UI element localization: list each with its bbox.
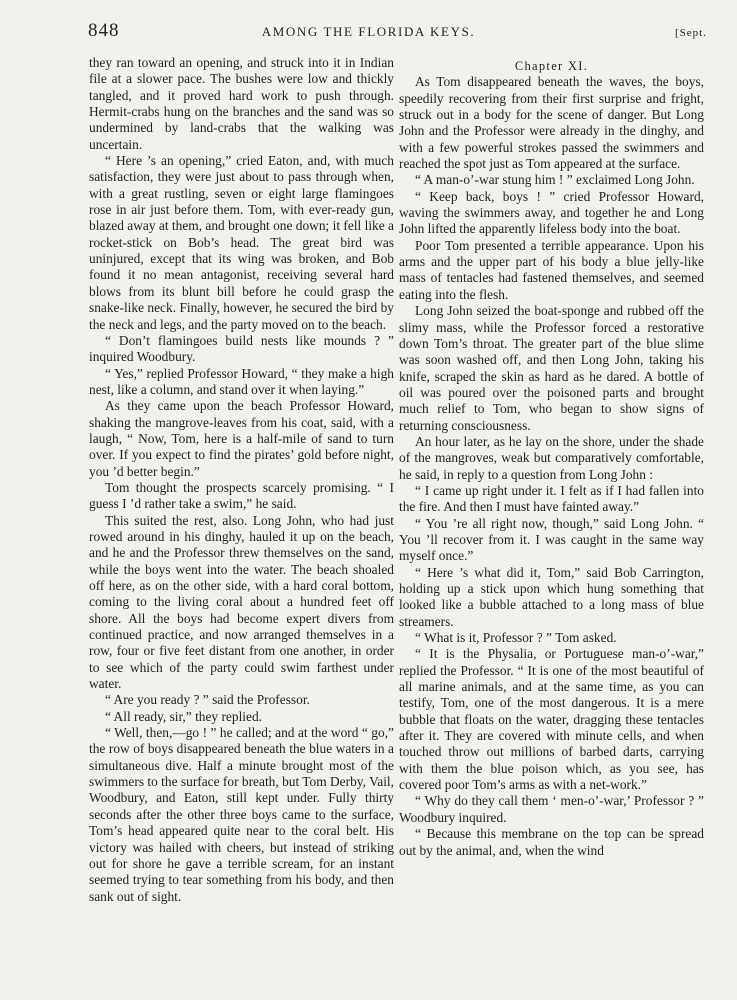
paragraph: “ I came up right under it. I felt as if I had fallen into the fire. And then I must have fainted away.” — [399, 482, 704, 515]
left-column — [89, 55, 394, 905]
paragraph: “ Keep back, boys ! ” cried Professor Howard, waving the swimmers away, and together he and Long John lifted the apparently lifeless body into the boat. — [399, 188, 704, 237]
paragraph: “ Here ’s what did it, Tom,” said Bob Carrington, holding up a stick upon which hung something that looked like a bubble attached to a long mass of blue streamers. — [399, 564, 704, 629]
paragraph: “ Because this membrane on the top can be spread out by the animal, and, when the wind — [399, 826, 704, 858]
paragraph: “ Here ’s an opening,” cried Eaton, and, with much satisfaction, they were just about to pass through when, with a great rustling, seven or eight large flamingoes rose in air just before them. Tom, with ever-ready gun, blazed away at them, and brought one down; it fell like a rocket-stick on Bob’s head. The great bird was uninjured, except that its wing was broken, and Bob found it no mean antagonist, receiving several hard blows from its blunt bill before he could grasp the snake-like neck. Finally, however, he secured the bird by the neck and legs, and the party moved on to the beach. — [89, 153, 394, 332]
paragraph: An hour later, as he lay on the shore, under the shade of the mangroves, weak but comparatively comfortable, he said, in reply to a question from Long John : — [399, 433, 704, 482]
paragraph: “ All ready, sir,” they replied. — [105, 708, 262, 724]
chapter-heading: Chapter XI. — [514, 59, 589, 73]
paragraph: This suited the rest, also. Long John, who had just rowed around in his dinghy, hauled it up on the beach, and he and the Professor threw themselves on the sand, while the boys went into the water. The beach shoaled off here, as on the other side, with a hard coral bottom, coming to the living coral about a hundred feet off shore. All the boys had become expert divers from continued practice, and now arranged themselves in a row, four or five feet distant from one another, in order to see which of the party could swim farthest under water. — [89, 512, 394, 692]
paragraph: Long John seized the boat-sponge and rubbed off the slimy mass, while the Professor forced a restorative down Tom’s throat. The greater part of the blue slime was soon washed off, and then Long John, taking his knife, scraped the skin as hard as he dared. A bottle of oil was poured over the poisoned parts and brought much relief to Tom, who began to show signs of returning consciousness. — [399, 303, 704, 433]
paragraph: “ Well, then,—go ! ” he called; and at the word “ go,” the row of boys disappeared beneath the blue waters in a simultaneous dive. Half a minute brought most of the swimmers to the surface for breath, but Tom Derby, Vail, Woodbury, and Eaton, still kept under. Fully thirty seconds after the other three boys came to the surface, Tom’s head appeared quite near to the coral belt. His victory was hailed with cheers, but instead of striking out for shore he gave a terrible scream, for an instant seemed trying to tear something from his body, and then sank out of sight. — [89, 725, 394, 904]
paragraph: “ Don’t flamingoes build nests like mounds ? ” inquired Woodbury. — [89, 332, 394, 365]
running-title: AMONG THE FLORIDA KEYS. — [261, 24, 476, 39]
right-column — [399, 58, 704, 859]
paragraph: As they came upon the beach Professor Howard, shaking the mangrove-leaves from his coat, said, with a laugh, “ Now, Tom, here is a half-mile of sand to turn over. If you expect to find the pirates’ gold before night, you ’d better begin.” — [89, 398, 394, 479]
paragraph: “ Why do they call them ‘ men-o’-war,’ Professor ? ” Woodbury inquired. — [399, 793, 704, 825]
paragraph: “ It is the Physalia, or Portuguese man-o’-war,” replied the Professor. “ It is one of the most beautiful of all marine animals, and at the same time, as you can testify, Tom, one of the most dangerous. It is a mere bubble that floats on the water, dragging these tentacles after it. They are covered with minute cells, and when touched throw out millions of barbed darts, carrying with them the blue poison which, as you see, has covered poor Tom’s arms as with a net-work.” — [399, 646, 704, 793]
page-header — [0, 20, 737, 46]
paragraph: As Tom disappeared beneath the waves, the boys, speedily recovering from their first surprise and fright, struck out in a body for the scene of danger. But Long John and the Professor were already in the dinghy, and with a few powerful strokes passed the swimmers and reached the spot just as Tom appeared at the surface. — [399, 74, 704, 172]
paragraph: Poor Tom presented a terrible appearance. Upon his arms and the upper part of his body a blue jelly-like mass of tentacles had fastened themselves, and seemed eating into the flesh. — [399, 237, 704, 302]
paragraph: they ran toward an opening, and struck into it in Indian file at a slower pace. The bushes were low and thickly tangled, and it proved hard work to push through. Hermit-crabs hung on the branches and the sand was so undermined by land-crabs that the walking was uncertain. — [89, 55, 394, 152]
paragraph: “ Yes,” replied Professor Howard, “ they make a high nest, like a column, and stand over it when laying.” — [89, 365, 394, 397]
paragraph: “ A man-o’-war stung him ! ” exclaimed Long John. — [415, 172, 695, 188]
paragraph: “ Are you ready ? ” said the Professor. — [105, 692, 310, 708]
page-number: 848 — [88, 20, 120, 41]
paragraph: “ You ’re all right now, though,” said Long John. “ You ’ll recover from it. I was caught in the same way myself once.” — [399, 515, 704, 564]
paragraph: Tom thought the prospects scarcely promising. “ I guess I ’d rather take a swim,” he said. — [89, 479, 394, 512]
issue-month: [Sept. — [675, 27, 707, 39]
paragraph: “ What is it, Professor ? ” Tom asked. — [415, 630, 617, 646]
